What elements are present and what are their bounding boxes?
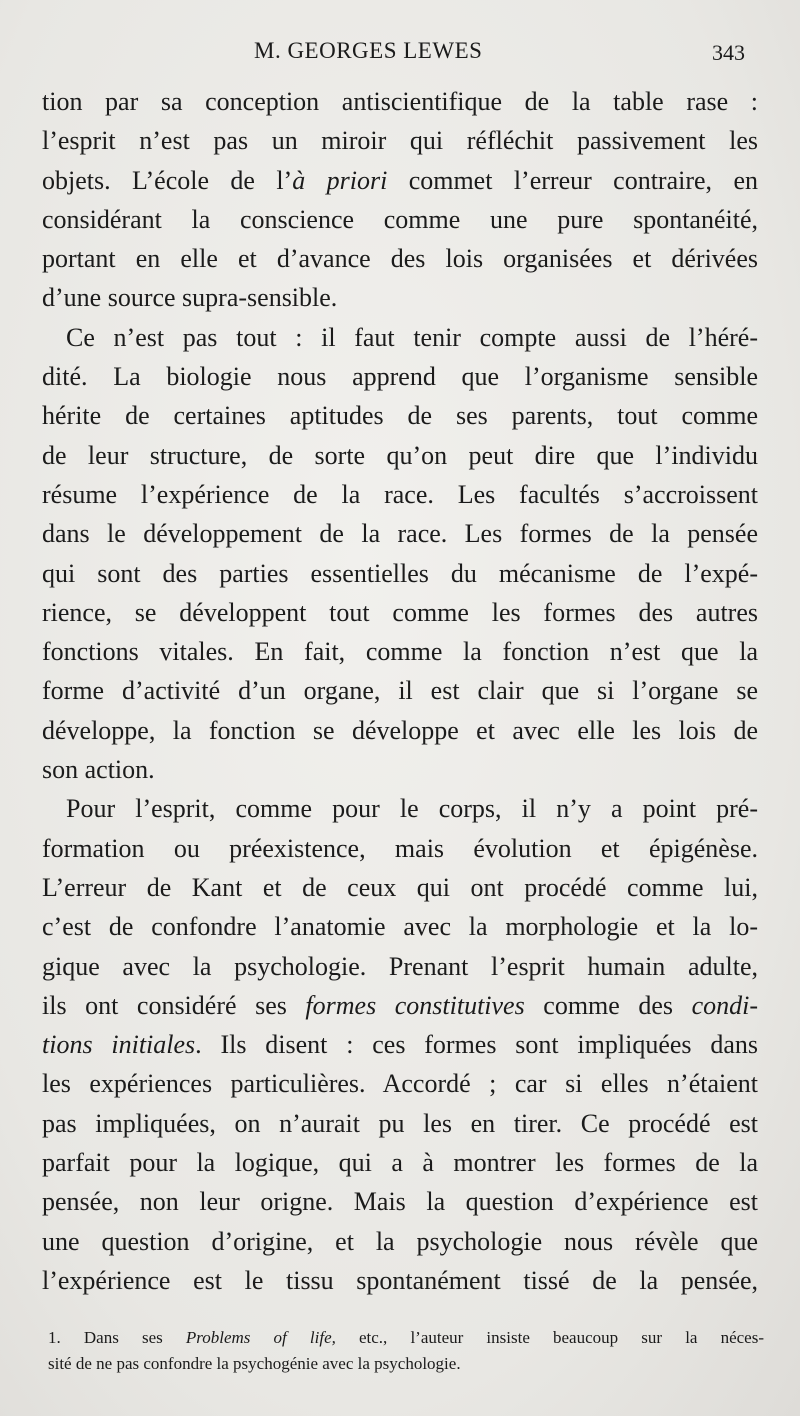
text-run: comme des [524, 990, 692, 1020]
text-run: objets. L’école de l’ [42, 165, 293, 195]
text-line: L’erreur de Kant et de ceux qui ont procédé comme lui, [42, 872, 758, 902]
text-line: Pour l’esprit, comme pour le corps, il n’y a point pré- [66, 794, 758, 824]
text-line: c’est de confondre l’anatomie avec la morphologie et la lo- [42, 912, 758, 942]
footnote-line: sité de ne pas confondre la psychogénie avec la psychologie. [48, 1354, 461, 1373]
text-run: . Ils disent : ces formes sont impliquées dans [195, 1030, 758, 1060]
text-line: d’une source supra-sensible. [42, 283, 338, 313]
italic-run: Problems of life, [185, 1328, 336, 1347]
text-run: 1. Dans ses [48, 1328, 186, 1347]
text-line: considérant la conscience comme une pure spontanéité, [42, 204, 758, 234]
text-run: commet l’erreur contraire, en [387, 165, 758, 195]
text-line: son action. [42, 755, 155, 785]
text-line: forme d’activité d’un organe, il est clair que si l’organe se [42, 676, 758, 706]
body-text [42, 82, 758, 1300]
text-line: une question d’origine, et la psychologie nous révèle que [42, 1226, 758, 1256]
text-line: les expériences particulières. Accordé ; car si elles n’étaient [42, 1069, 758, 1099]
text-line: dans le développement de la race. Les formes de la pensée [42, 519, 758, 549]
text-line: qui sont des parties essentielles du mécanisme de l’expé- [42, 558, 758, 588]
text-line: portant en elle et d’avance des lois organisées et dérivées [42, 244, 758, 274]
italic-run: à priori [292, 165, 388, 195]
text-line: tion par sa conception antiscientifique de la table rase : [42, 87, 758, 116]
text-line: rience, se développent tout comme les formes des autres [42, 597, 758, 627]
text-run: etc., l’auteur insiste beaucoup sur la néces- [335, 1328, 764, 1347]
text-line: Ce n’est pas tout : il faut tenir compte aussi de l’héré- [66, 322, 758, 352]
footnote [48, 1325, 764, 1377]
italic-run: formes constitutives [305, 990, 525, 1020]
footnote-line [48, 1325, 764, 1351]
text-line [42, 1025, 758, 1064]
text-line [42, 161, 758, 200]
text-line: dité. La biologie nous apprend que l’organisme sensible [42, 362, 758, 392]
text-line: résume l’expérience de la race. Les facultés s’accroissent [42, 479, 758, 509]
page-header [0, 38, 800, 74]
text-line: gique avec la psychologie. Prenant l’esprit humain adulte, [42, 951, 758, 981]
text-line: pas impliquées, on n’aurait pu les en tirer. Ce procédé est [42, 1108, 758, 1138]
running-title: M. GEORGES LEWES [254, 38, 483, 63]
text-line: formation ou préexistence, mais évolution et épigénèse. [42, 833, 758, 863]
text-line: développe, la fonction se développe et avec elle les lois de [42, 715, 758, 745]
text-line: fonctions vitales. En fait, comme la fonction n’est que la [42, 637, 758, 667]
text-line: l’expérience est le tissu spontanément tissé de la pensée, [42, 1265, 758, 1295]
text-line: de leur structure, de sorte qu’on peut dire que l’individu [42, 440, 758, 470]
text-line: parfait pour la logique, qui a à montrer les formes de la [42, 1148, 758, 1178]
text-run: ils ont considéré ses [42, 990, 306, 1020]
text-line: pensée, non leur origne. Mais la question d’expérience est [42, 1187, 758, 1217]
text-line: hérite de certaines aptitudes de ses parents, tout comme [42, 401, 758, 431]
italic-run: tions initiales [42, 1030, 196, 1060]
italic-run: condi- [691, 990, 758, 1020]
text-line: l’esprit n’est pas un miroir qui réfléchit passivement les [42, 126, 758, 156]
text-line [42, 986, 758, 1025]
page-number: 343 [712, 40, 745, 65]
